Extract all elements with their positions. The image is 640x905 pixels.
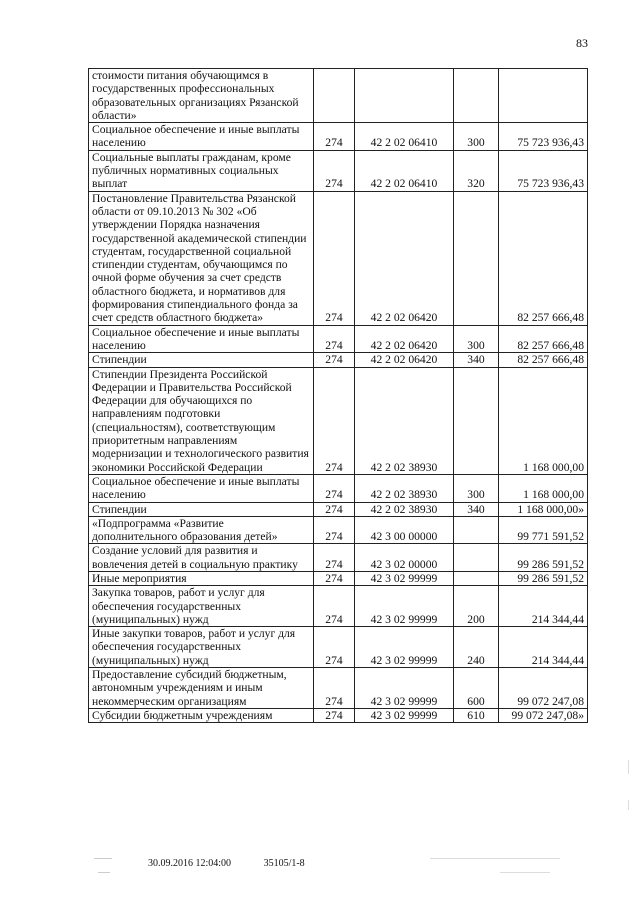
cell-expense-type: 240	[454, 627, 499, 668]
cell-expense-type: 300	[454, 123, 499, 151]
cell-name: Стипендии	[89, 353, 314, 367]
cell-target-code: 42 2 02 38930	[355, 474, 454, 502]
table-row	[89, 516, 588, 544]
scan-artifact	[628, 760, 629, 774]
cell-amount: 82 257 666,48	[499, 191, 588, 325]
cell-target-code	[355, 69, 454, 123]
table-row	[89, 502, 588, 516]
table-row	[89, 191, 588, 325]
cell-target-code: 42 3 02 99999	[355, 668, 454, 709]
cell-target-code: 42 3 02 99999	[355, 571, 454, 585]
cell-name: «Подпрограмма «Развитие дополнительного образования детей»	[89, 516, 314, 544]
cell-amount: 82 257 666,48	[499, 325, 588, 353]
table-row	[89, 708, 588, 722]
cell-name: Стипендии	[89, 502, 314, 516]
cell-name: Субсидии бюджетным учреждениям	[89, 708, 314, 722]
cell-ministry-code: 274	[314, 474, 355, 502]
table-row	[89, 586, 588, 627]
cell-target-code: 42 2 02 38930	[355, 367, 454, 474]
cell-name: Закупка товаров, работ и услуг для обеспечения государственных (муниципальных) нужд	[89, 586, 314, 627]
table-row	[89, 123, 588, 151]
cell-ministry-code: 274	[314, 708, 355, 722]
cell-target-code: 42 3 02 99999	[355, 627, 454, 668]
table-row	[89, 150, 588, 191]
cell-name: Иные закупки товаров, работ и услуг для обеспечения государственных (муниципальных) нужд	[89, 627, 314, 668]
cell-target-code: 42 3 00 00000	[355, 516, 454, 544]
cell-amount: 1 168 000,00»	[499, 502, 588, 516]
cell-amount: 1 168 000,00	[499, 474, 588, 502]
cell-expense-type: 610	[454, 708, 499, 722]
table-row	[89, 544, 588, 572]
footer-timestamp: 30.09.2016 12:04:00	[148, 858, 232, 869]
cell-expense-type: 300	[454, 474, 499, 502]
table-row	[89, 353, 588, 367]
cell-ministry-code: 274	[314, 668, 355, 709]
cell-name: Социальное обеспечение и иные выплаты населению	[89, 123, 314, 151]
cell-ministry-code: 274	[314, 502, 355, 516]
cell-ministry-code: 274	[314, 571, 355, 585]
cell-expense-type: 300	[454, 325, 499, 353]
cell-target-code: 42 2 02 38930	[355, 502, 454, 516]
cell-target-code: 42 2 02 06410	[355, 150, 454, 191]
cell-ministry-code: 274	[314, 150, 355, 191]
cell-name: Социальное обеспечение и иные выплаты населению	[89, 325, 314, 353]
cell-name: стоимости питания обучающимся в государственных профессиональных образовательных организациях Рязанской области»	[89, 69, 314, 123]
cell-target-code: 42 3 02 99999	[355, 586, 454, 627]
cell-expense-type	[454, 516, 499, 544]
cell-ministry-code: 274	[314, 367, 355, 474]
cell-ministry-code: 274	[314, 544, 355, 572]
cell-amount: 1 168 000,00	[499, 367, 588, 474]
cell-expense-type: 320	[454, 150, 499, 191]
cell-expense-type: 340	[454, 353, 499, 367]
cell-expense-type	[454, 367, 499, 474]
cell-expense-type: 200	[454, 586, 499, 627]
cell-amount: 99 072 247,08	[499, 668, 588, 709]
page-number: 83	[576, 36, 588, 50]
table-row	[89, 571, 588, 585]
cell-target-code: 42 2 02 06420	[355, 325, 454, 353]
cell-amount: 75 723 936,43	[499, 123, 588, 151]
scan-artifact	[98, 872, 110, 873]
scan-artifact	[628, 800, 629, 810]
cell-target-code: 42 2 02 06420	[355, 191, 454, 325]
cell-target-code: 42 2 02 06410	[355, 123, 454, 151]
table-row	[89, 69, 588, 123]
cell-name: Иные мероприятия	[89, 571, 314, 585]
cell-amount	[499, 69, 588, 123]
cell-expense-type	[454, 571, 499, 585]
cell-amount: 99 286 591,52	[499, 544, 588, 572]
cell-target-code: 42 2 02 06420	[355, 353, 454, 367]
cell-ministry-code: 274	[314, 191, 355, 325]
cell-expense-type: 600	[454, 668, 499, 709]
cell-target-code: 42 3 02 00000	[355, 544, 454, 572]
footer-document-id: 35105/1-8	[263, 858, 305, 869]
cell-amount: 214 344,44	[499, 627, 588, 668]
cell-ministry-code: 274	[314, 353, 355, 367]
table-row	[89, 367, 588, 474]
cell-name: Стипендии Президента Российской Федерации и Правительства Российской Федерации для обучающихся по направлениям подготовки (специальностям), соответствующим приоритетным направлениям модернизации и технологического развития экономики Российской Федерации	[89, 367, 314, 474]
scan-artifact	[430, 858, 560, 859]
cell-ministry-code	[314, 69, 355, 123]
cell-amount: 99 072 247,08»	[499, 708, 588, 722]
cell-ministry-code: 274	[314, 123, 355, 151]
cell-amount: 82 257 666,48	[499, 353, 588, 367]
table-row	[89, 474, 588, 502]
cell-ministry-code: 274	[314, 627, 355, 668]
cell-expense-type	[454, 69, 499, 123]
cell-name: Постановление Правительства Рязанской области от 09.10.2013 № 302 «Об утверждении Порядка назначения государственной академической стипендии студентам, государственной социальной стипендии студентам, обучающимся по очной форме обучения за счет средств областного бюджета, и нормативов для формирования стипендиального фонда за счет средств областного бюджета»	[89, 191, 314, 325]
footer	[148, 858, 305, 869]
cell-ministry-code: 274	[314, 586, 355, 627]
cell-ministry-code: 274	[314, 516, 355, 544]
budget-table-body	[89, 69, 588, 723]
cell-amount: 75 723 936,43	[499, 150, 588, 191]
cell-name: Предоставление субсидий бюджетным, автономным учреждениям и иным некоммерческим организациям	[89, 668, 314, 709]
cell-target-code: 42 3 02 99999	[355, 708, 454, 722]
cell-name: Создание условий для развития и вовлечения детей в социальную практику	[89, 544, 314, 572]
scan-artifact	[94, 858, 112, 859]
cell-amount: 99 286 591,52	[499, 571, 588, 585]
cell-expense-type	[454, 191, 499, 325]
table-row	[89, 627, 588, 668]
cell-ministry-code: 274	[314, 325, 355, 353]
budget-table	[88, 68, 588, 723]
cell-name: Социальные выплаты гражданам, кроме публичных нормативных социальных выплат	[89, 150, 314, 191]
table-row	[89, 325, 588, 353]
cell-amount: 214 344,44	[499, 586, 588, 627]
cell-expense-type: 340	[454, 502, 499, 516]
scan-artifact	[500, 872, 550, 873]
cell-expense-type	[454, 544, 499, 572]
cell-name: Социальное обеспечение и иные выплаты населению	[89, 474, 314, 502]
table-row	[89, 668, 588, 709]
cell-amount: 99 771 591,52	[499, 516, 588, 544]
